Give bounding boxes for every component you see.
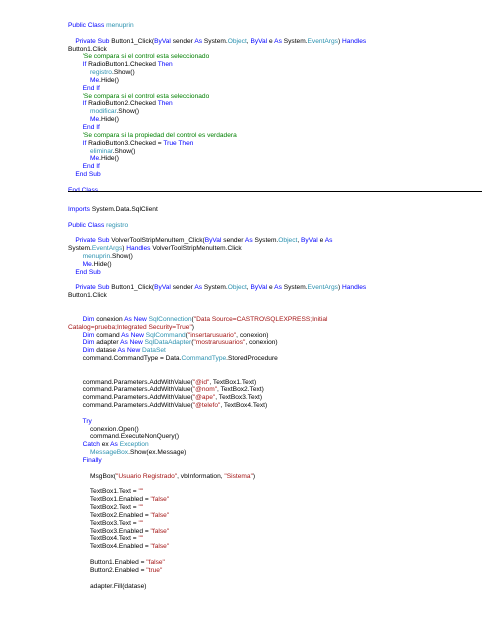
code-token: TextBox3.Enabled = [68,527,151,535]
code-token: EventArgs [91,245,123,253]
code-token: .Hide() [99,155,119,163]
code-line [68,300,481,308]
code-token [68,93,83,100]
code-token: comand [96,331,122,339]
code-line [68,77,481,85]
code-token: MsgBox( [68,472,116,480]
code-token: TextBox1.Enabled = [68,496,151,504]
code-token: Try [82,417,92,425]
code-token [68,316,83,323]
code-token: System. [283,284,308,292]
code-line [68,108,481,116]
code-line [68,316,481,324]
code-token: Button2.Enabled = [68,566,147,574]
code-line [68,163,481,171]
code-line [68,61,481,69]
code-token: ) [191,323,194,331]
code-token: System. [283,37,308,45]
code-token: adapter [96,339,121,347]
code-token: command.Parameters.AddWithValue( [68,386,193,394]
code-token [68,69,90,76]
code-token: Dim [82,331,97,339]
code-line [68,535,481,543]
code-token: , conexion) [236,331,269,339]
code-token: Catalog=prueba;Integrated Security=True" [68,323,192,331]
code-line [68,222,481,230]
code-token: Object [278,237,298,245]
code-token: conexion [96,315,125,323]
code-token: Exception [119,441,149,449]
code-line [68,371,481,379]
code-line [68,324,481,332]
code-token: Imports [68,206,92,213]
code-token: sender [172,37,195,45]
code-token: Dim [82,347,97,355]
code-line [68,85,481,93]
code-token [68,53,83,60]
code-token: As [194,284,204,292]
code-block-menuprin [68,22,481,195]
code-token: ByVal [204,237,224,245]
code-token: "Usuario Registrado" [116,472,178,480]
code-token: , TextBox4.Text) [220,402,268,410]
code-token: As New [121,331,146,339]
code-token: 'Se compara si el control esta seleccionado [82,92,210,100]
code-token: e [269,284,275,292]
code-token: ( [191,339,194,347]
code-token: TextBox4.Enabled = [68,543,151,551]
code-line [68,124,481,132]
code-token: menuprin [106,22,134,29]
code-line [68,441,481,449]
code-token: "mostrarusuarios" [193,339,246,347]
code-token: Then [157,61,173,69]
code-token [68,347,83,354]
section-divider [68,191,482,192]
code-token: As [274,284,284,292]
code-token: conexion.Open() [68,425,139,433]
code-token: Handles [341,37,367,45]
code-token: "false" [150,543,170,551]
code-line [68,53,481,61]
code-token: command.Parameters.AddWithValue( [68,402,193,410]
code-token: Catch [82,441,102,449]
code-token [68,261,83,268]
code-line [68,355,481,363]
code-token: , TextBox2.Text) [217,386,264,394]
code-token: , TextBox3.Text) [215,394,263,402]
code-token: command.Parameters.AddWithValue( [68,378,193,386]
code-token: command.ExecuteNonQuery() [68,433,180,441]
code-token: Handles [341,284,367,292]
code-token: As New [124,315,149,323]
code-token: Finally [82,457,102,464]
code-token: Handles [126,245,153,253]
code-line [68,512,481,520]
code-line [68,38,481,46]
code-token: registro [106,221,129,229]
code-token: ByVal [154,37,173,45]
code-token: .Show() [112,147,136,155]
code-line [68,46,481,54]
code-token: EventArgs [307,37,338,45]
code-token: End Class [68,186,99,194]
code-token [68,449,90,456]
code-token: TextBox3.Text = [68,519,139,527]
code-token: ByVal [301,237,320,245]
code-line [68,543,481,551]
code-token: .Hide() [99,76,119,84]
code-line [68,284,481,292]
code-token: "@nom" [192,386,218,394]
code-token: registro [89,69,112,77]
code-line [68,93,481,101]
code-line [68,261,481,269]
code-token: Button1.Enabled = [68,558,147,566]
code-token [68,332,83,339]
code-token: End If [82,163,100,171]
code-token: .Show() [111,69,135,77]
code-block-registro [68,206,481,590]
code-line [68,339,481,347]
code-token: As [274,37,284,45]
code-line [68,214,481,222]
code-line [68,418,481,426]
code-line [68,363,481,371]
code-line [68,347,481,355]
code-token: menuprin [82,253,111,261]
code-token: Button1_Click( [111,284,155,292]
code-token: System. [254,237,279,245]
code-token: sender [172,284,195,292]
code-token: VolverToolStripMenuItem.Click [152,245,242,253]
code-token: RadioButton2.Checked [88,100,158,108]
code-token: , [246,284,251,292]
code-token: TextBox2.Text = [68,504,139,512]
code-line [68,496,481,504]
code-line [68,488,481,496]
code-line [68,386,481,394]
code-token [68,124,83,131]
code-token: RadioButton3.Checked = [88,139,164,147]
code-line [68,269,481,277]
code-line [68,520,481,528]
code-token: "@ape" [192,394,216,402]
code-line [68,394,481,402]
code-line [68,237,481,245]
code-token: As [194,37,204,45]
code-token: 'Se compara si la propiedad del control es verdadera [82,131,237,139]
code-line [68,528,481,536]
code-token: As [110,441,120,449]
code-token [68,100,83,107]
code-token: System.Data.SqlClient [91,206,158,213]
code-line [68,292,481,300]
code-token: End Sub [75,171,101,179]
code-token [68,132,83,139]
code-line [68,140,481,148]
code-token: modificar [89,108,117,116]
code-token [68,457,83,464]
code-line [68,551,481,559]
code-token: .Show() [110,253,133,261]
code-token: command.CommandType = Data. [68,355,182,363]
code-token: Private Sub [75,237,112,245]
code-token [68,77,90,84]
code-token: "" [138,504,144,512]
code-token [68,253,83,260]
code-token: Me [82,260,92,268]
code-token: As [244,237,255,245]
code-line [68,179,481,187]
code-line [68,583,481,591]
code-token: End If [82,84,100,92]
code-token: "false" [146,558,165,566]
code-line [68,277,481,285]
code-token: End Sub [75,268,101,276]
code-token: ) [337,37,342,45]
code-token: Public Class [68,221,107,229]
code-token: SqlConnection [148,315,192,323]
code-line [68,22,481,30]
code-token: Private Sub [75,284,112,292]
code-line [68,559,481,567]
code-token [68,108,90,115]
code-line [68,504,481,512]
code-token: Me [89,76,100,84]
code-line [68,426,481,434]
code-token [68,140,83,147]
code-line [68,575,481,583]
code-token: , vbInformation, [177,472,225,480]
code-line [68,379,481,387]
code-token [68,61,83,68]
code-token: RadioButton1.Checked [88,61,158,69]
code-line [68,155,481,163]
code-token: 'Se compara si el control esta seleccionado [82,53,210,61]
code-token: As New [120,339,145,347]
code-token: "true" [146,566,163,574]
code-token: ( [191,315,194,323]
code-token: Me [89,116,100,124]
code-token: datase [96,347,118,355]
code-token: , conexion) [245,339,278,347]
code-token: EventArgs [307,284,338,292]
code-token: If [82,61,89,69]
code-token: "insertarusuario" [187,331,237,339]
code-token: TextBox1.Text = [68,488,139,496]
code-line [68,132,481,140]
code-token: Public Class [68,22,107,29]
code-line [68,253,481,261]
code-token: Then [157,100,173,108]
code-line [68,171,481,179]
code-line [68,148,481,156]
code-token: Dim [82,315,97,323]
code-token: True Then [163,139,194,147]
code-line [68,465,481,473]
code-token: As [324,237,333,245]
code-token: "@telefo" [192,402,221,410]
code-token: "Data Source=CASTRO\SQLEXPRESS;Initial [193,315,328,323]
code-token: As New [117,347,143,355]
code-token: "@id" [192,378,210,386]
code-line [68,457,481,465]
code-token: Me [89,155,100,163]
code-token: e [269,37,275,45]
code-token: End If [82,123,100,131]
code-token: ) [252,472,256,480]
code-token: Dim [82,339,97,347]
code-token: , [246,37,251,45]
code-line [68,206,481,214]
code-line [68,433,481,441]
code-token: Object [227,284,247,292]
code-token: ( [185,331,188,339]
code-line [68,567,481,575]
code-token: If [82,100,89,108]
code-token: "false" [150,496,170,504]
code-token [68,339,83,346]
code-token: ex [101,441,111,449]
code-token: .Hide() [99,116,119,124]
code-token: eliminar [89,147,113,155]
code-token: "" [138,535,144,543]
code-token: Button1.Click [68,45,107,53]
code-token: "false" [150,527,170,535]
code-line [68,230,481,238]
code-line [68,308,481,316]
code-token: System. [203,284,228,292]
code-token: .StoredProcedure [226,355,278,363]
code-token: DataSet [142,347,166,355]
code-token: MessageBox [89,449,129,457]
code-line [68,100,481,108]
code-token [68,116,90,123]
code-token: If [82,139,89,147]
code-token: , [297,237,302,245]
code-token: ) [122,245,127,253]
code-token: .Hide() [91,260,112,268]
code-token: "" [138,519,144,527]
code-token: Object [227,37,247,45]
code-token: VolverToolStripMenuItem_Click( [111,237,205,245]
code-line [68,332,481,340]
code-token: .Show(ex.Message) [128,449,187,457]
code-line [68,449,481,457]
code-token [68,441,83,448]
code-token: System. [203,37,228,45]
code-token: sender [223,237,245,245]
code-line [68,245,481,253]
code-token: ByVal [250,284,270,292]
code-token: ByVal [250,37,270,45]
code-token: command.Parameters.AddWithValue( [68,394,193,402]
code-token: Button1_Click( [111,37,155,45]
code-token: "false" [150,511,170,519]
code-line [68,410,481,418]
code-line [68,473,481,481]
code-line [68,116,481,124]
code-token [68,155,90,162]
code-token [68,85,83,92]
code-token: SqlCommand [145,331,186,339]
code-token: System. [68,245,92,253]
code-token: , TextBox1.Text) [209,378,257,386]
code-line [68,30,481,38]
code-token: TextBox2.Enabled = [68,511,151,519]
code-token [68,148,90,155]
code-token [68,418,83,425]
code-token: Button1.Click [68,292,107,300]
code-token: "" [138,488,144,496]
code-token: "Sistema" [224,472,253,480]
code-token: SqlDataAdapter [144,339,192,347]
code-token [68,163,83,170]
code-token: ByVal [154,284,173,292]
code-line [68,481,481,489]
code-token: CommandType [181,355,227,363]
code-token: TextBox4.Text = [68,535,139,543]
code-line [68,402,481,410]
code-token: Private Sub [75,37,112,45]
code-token: ) [337,284,342,292]
code-token: adapter.Fill(datase) [68,582,147,590]
code-line [68,69,481,77]
code-token: .Show() [116,108,140,116]
code-token: e [319,237,325,245]
